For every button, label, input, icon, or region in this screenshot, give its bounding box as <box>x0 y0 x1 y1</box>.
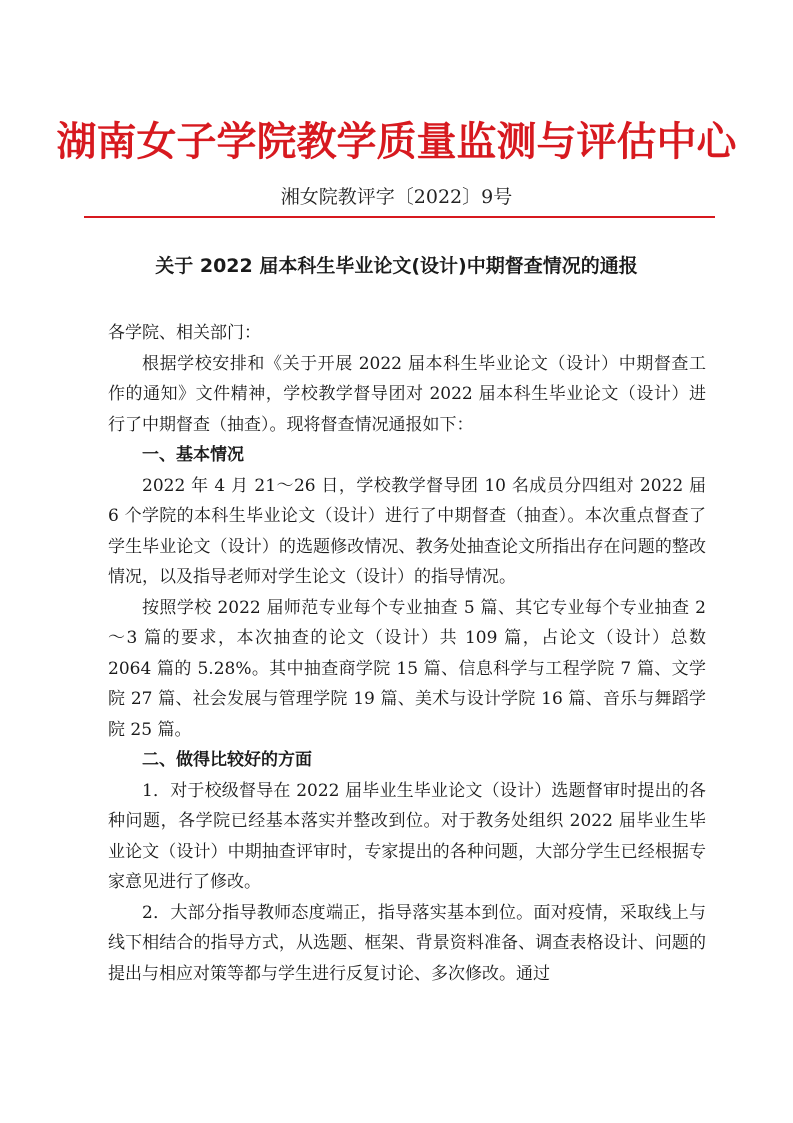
paragraph: 按照学校 2022 届师范专业每个专业抽查 5 篇、其它专业每个专业抽查 2～3 篇的要求，本次抽查的论文（设计）共 109 篇，占论文（设计）总数 2064 篇的 5.28%。其中抽查商学院 15 篇、信息科学与工程学院 7 篇、文学院 27 篇、社会发展与管理学院 19 篇、美术与设计学院 16 篇、音乐与舞蹈学院 25 篇。 <box>108 597 706 740</box>
document-body <box>108 318 706 989</box>
paragraph: 2022 年 4 月 21～26 日，学校教学督导团 10 名成员分四组对 2022 届 6 个学院的本科生毕业论文（设计）进行了中期督查（抽查）。本次重点督查了学生毕业论文（设计）的选题修改情况、教务处抽查论文所指出存在问题的整改情况，以及指导老师对学生论文（设计）的指导情况。 <box>108 475 706 587</box>
document-number: 湘女院教评字〔2022〕9号 <box>280 186 513 208</box>
paragraph: 2．大部分指导教师态度端正，指导落实基本到位。面对疫情，采取线上与线下相结合的指导方式，从选题、框架、背景资料准备、调查表格设计、问题的提出与相应对策等都与学生进行反复讨论、多次修改。通过 <box>108 902 706 984</box>
section-heading-strengths: 二、做得比较好的方面 <box>142 750 312 770</box>
salutation: 各学院、相关部门： <box>108 323 261 343</box>
intro-paragraph: 根据学校安排和《关于开展 2022 届本科生毕业论文（设计）中期督查工作的通知》文件精神，学校教学督导团对 2022 届本科生毕业论文（设计）进行了中期督查（抽查）。现将督查情况通报如下： <box>108 353 706 435</box>
notice-title: 关于 2022 届本科生毕业论文(设计)中期督查情况的通报 <box>155 255 638 277</box>
section-heading-basic: 一、基本情况 <box>142 445 244 465</box>
organization-title: 湖南女子学院教学质量监测与评估中心 <box>56 119 737 165</box>
header-divider <box>84 216 715 218</box>
paragraph: 1．对于校级督导在 2022 届毕业生毕业论文（设计）选题督审时提出的各种问题，各学院已经基本落实并整改到位。对于教务处组织 2022 届毕业生毕业论文（设计）中期抽查评审时，专家提出的各种问题，大部分学生已经根据专家意见进行了修改。 <box>108 780 706 892</box>
